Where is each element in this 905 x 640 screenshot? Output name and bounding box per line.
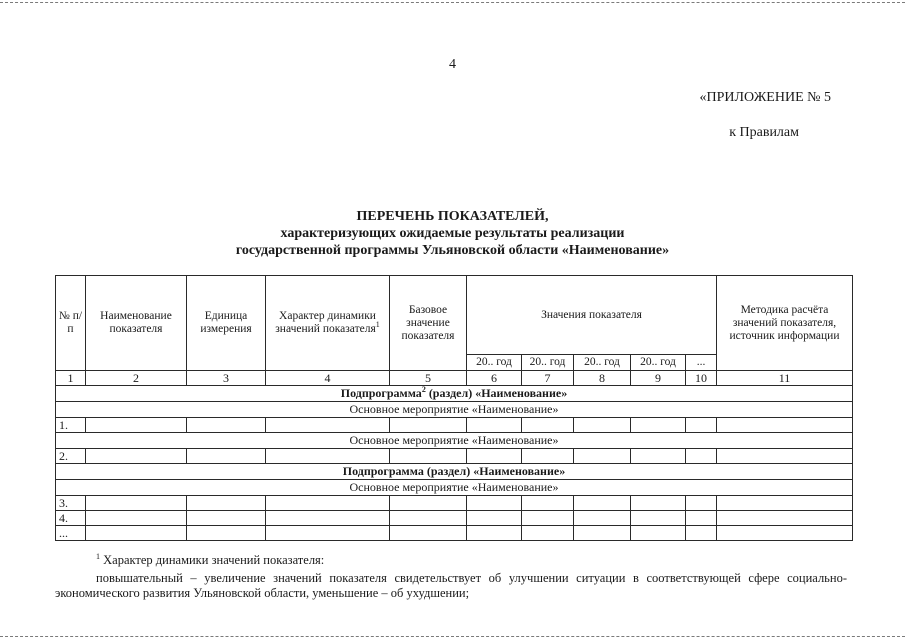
indicators-table bbox=[55, 275, 853, 541]
header-unit: Единица измерения bbox=[187, 276, 266, 371]
header-dynamics: Характер динамики значений показателя$^1$ bbox=[266, 276, 390, 371]
main-activity-row-3: Основное мероприятие «Наименование» bbox=[56, 480, 853, 496]
year-col-4: 20.. год bbox=[631, 355, 686, 371]
header-name: Наименование показателя bbox=[86, 276, 187, 371]
footnote-body: повышательный – увеличение значений показателя свидетельствует об улучшении ситуации в соответствующей сфере социально-экономического развития Ульяновской области, уменьшение – об ухудшении; bbox=[55, 571, 847, 600]
table-row: 4. bbox=[56, 511, 853, 526]
year-col-2: 20.. год bbox=[522, 355, 574, 371]
header-method: Методика расчёта значений показателя, источник информации bbox=[717, 276, 853, 371]
year-col-1: 20.. год bbox=[467, 355, 522, 371]
header-base: Базовое значение показателя bbox=[390, 276, 467, 371]
subprogram-row-1: Подпрограмма$^2$ (раздел) «Наименование» bbox=[56, 386, 853, 402]
table-row: 1. bbox=[56, 418, 853, 433]
year-col-3: 20.. год bbox=[574, 355, 631, 371]
appendix-subtitle: к Правилам bbox=[729, 125, 799, 140]
appendix-title: «ПРИЛОЖЕНИЕ № 5 bbox=[699, 90, 831, 105]
heading-line-1: ПЕРЕЧЕНЬ ПОКАЗАТЕЛЕЙ, bbox=[356, 209, 549, 224]
subprogram-row-2: Подпрограмма (раздел) «Наименование» bbox=[56, 464, 853, 480]
heading-line-3: государственной программы Ульяновской области «Наименование» bbox=[235, 243, 670, 258]
table-row: 2. bbox=[56, 449, 853, 464]
page-number: 4 bbox=[449, 57, 456, 72]
year-col-more: ... bbox=[686, 355, 717, 371]
document-heading bbox=[0, 208, 905, 259]
heading-line-2: характеризующих ожидаемые результаты реализации bbox=[280, 226, 625, 241]
table-row: ... bbox=[56, 526, 853, 541]
column-numbers-row: 1 2 3 4 5 6 7 8 9 10 11 bbox=[56, 371, 853, 386]
footnote-title: $^1$ Характер динамики значений показателя: bbox=[96, 551, 325, 567]
table-row: 3. bbox=[56, 496, 853, 511]
header-values: Значения показателя bbox=[467, 276, 717, 355]
main-activity-row-1: Основное мероприятие «Наименование» bbox=[56, 402, 853, 418]
header-num: № п/п bbox=[56, 276, 86, 371]
main-activity-row-2: Основное мероприятие «Наименование» bbox=[56, 433, 853, 449]
scan-edge-top bbox=[0, 2, 905, 3]
scan-edge-bottom bbox=[0, 636, 905, 637]
